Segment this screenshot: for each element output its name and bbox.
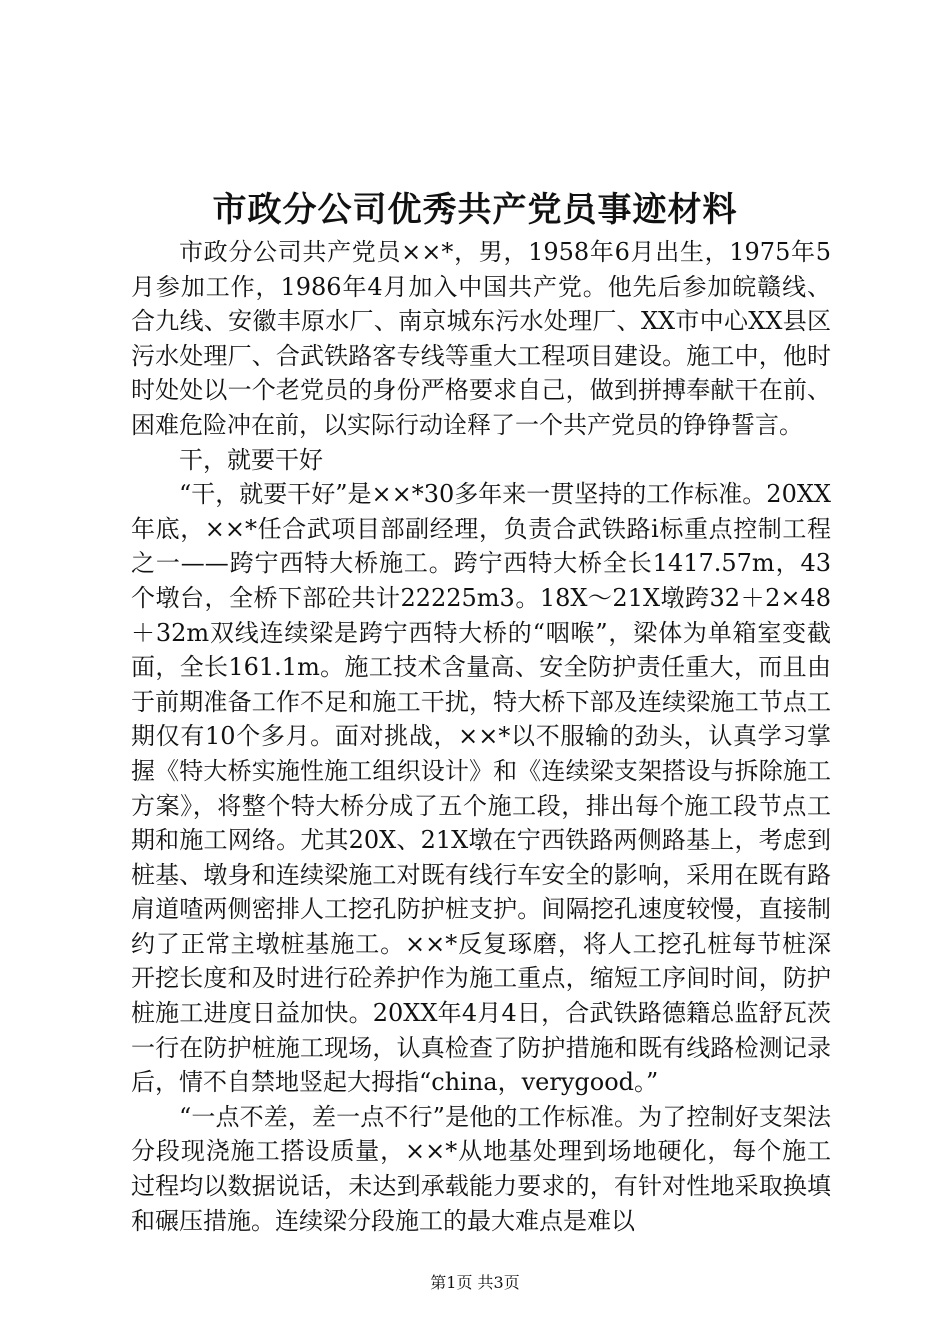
section-heading: 干，就要干好	[179, 445, 323, 474]
paragraph-work-standard: “干，就要干好”是××*30多年来一贯坚持的工作标准。20XX年底，××*任合武项目部副经理，负责合武铁路ⅰ标重点控制工程之一——跨宁西特大桥施工。跨宁西特大桥全长1417.57m，43个墩台，全桥下部砼共计22225m3。18X～21X墩跨32＋2×48＋32m双线连续梁是跨宁西特大桥的“咽喉”，梁体为单箱室变截面，全长161.1m。施工技术含量高、安全防护责任重大，而且由于前期准备工作不足和施工干扰，特大桥下部及连续梁施工节点工期仅有10个多月。面对挑战，××*以不服输的劲头，认真学习掌握《特大桥实施性施工组织设计》和《连续梁支架搭设与拆除施工方案》，将整个特大桥分成了五个施工段，排出每个施工段节点工期和施工网络。尤其20X、21X墩在宁西铁路两侧路基上，考虑到桩基、墩身和连续梁施工对既有线行车安全的影响，采用在既有路肩道喳两侧密排人工挖孔防护桩支护。间隔挖孔速度较慢，直接制约了正常主墩桩基施工。××*反复琢磨，将人工挖孔桩每节桩深开挖长度和及时进行砼养护作为施工重点，缩短工序间时间，防护桩施工进度日益加快。20XX年4月4日，合武铁路德籍总监舒瓦茨一行在防护桩施工现场，认真检查了防护措施和既有线路检测记录后，情不自禁地竖起大拇指“china，verygood。”	[131, 480, 832, 1097]
document-body	[131, 235, 831, 1238]
paragraph-intro: 市政分公司共产党员××*，男，1958年6月出生，1975年5月参加工作，1986年4月加入中国共产党。他先后参加皖赣线、合九线、安徽丰原水厂、南京城东污水处理厂、XX市中心XX县区污水处理厂、合武铁路客专线等重大工程项目建设。施工中，他时时处处以一个老党员的身份严格要求自己，做到拼搏奉献干在前、困难危险冲在前，以实际行动诠释了一个共产党员的铮铮誓言。	[131, 238, 831, 439]
document-title: 市政分公司优秀共产党员事迹材料	[212, 190, 738, 230]
paragraph-quality-standard: “一点不差，差一点不行”是他的工作标准。为了控制好支架法分段现浇施工搭设质量，××*从地基处理到场地硬化，每个施工过程均以数据说话，未达到承载能力要求的，有针对性地采取换填和碾压措施。连续梁分段施工的最大难点是难以	[131, 1102, 831, 1235]
page-number-footer: 第1页 共3页	[430, 1273, 520, 1292]
